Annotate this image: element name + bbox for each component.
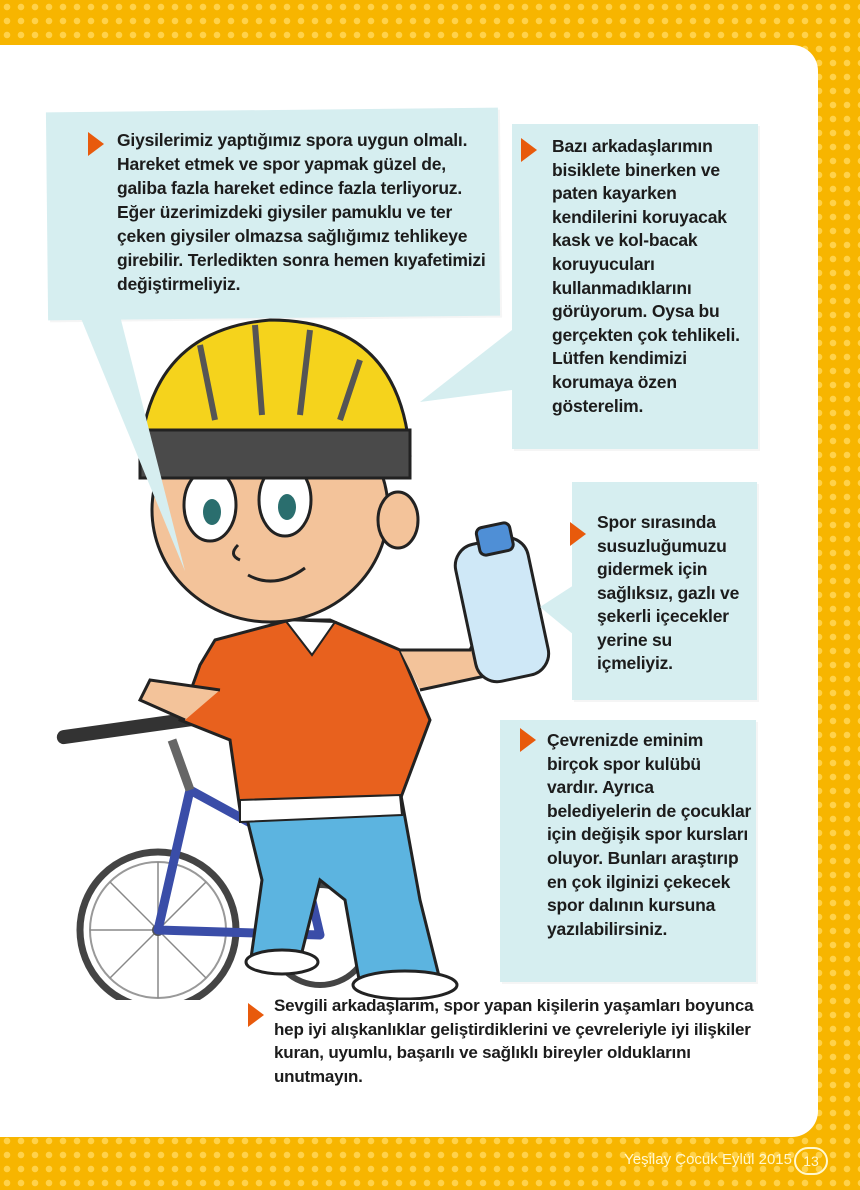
- bullet-triangle-icon: [570, 522, 586, 546]
- bullet-triangle-icon: [520, 728, 536, 752]
- bubble-text-clubs: Çevrenizde eminim birçok spor kulübü vardır. Ayrıca belediyelerin de çocuklar için değişik spor kursları oluyor. Bunları araştırıp en çok ilginizi çekecek spor dalının kursuna yazılabilirsiniz.: [547, 730, 752, 939]
- page-number-badge: 13: [794, 1147, 828, 1175]
- bullet-triangle-icon: [521, 138, 537, 162]
- bubble-text-helmet: Bazı arkadaşlarımın bisiklete binerken ve paten kayarken kendilerini koruyacak kask ve kol-bacak koruyucuları kullanmadıklarını görüyorum. Oysa bu gerçekten çok tehlikeli. Lütfen kendimizi korumaya özen gösterelim.: [552, 136, 740, 416]
- bullet-triangle-icon: [88, 132, 104, 156]
- bubble-text-water: Spor sırasında susuzluğumuzu gidermek için sağlıksız, gazlı ve şekerli içecekler yerine su içmeliyiz.: [597, 512, 740, 673]
- bubble-tail-helmet: [420, 330, 530, 410]
- bubble-tail-clothing: [80, 316, 200, 576]
- closing-text: Sevgili arkadaşlarım, spor yapan kişilerin yaşamları boyunca hep iyi alışkanlıklar geliştirdiklerini ve çevreleriyle iyi ilişkiler kuran, uyumlu, başarılı ve sağlıklı bireyler olduklarını unutmayın.: [274, 996, 754, 1086]
- bullet-triangle-icon: [248, 1003, 264, 1027]
- bubble-tail-water: [540, 585, 580, 645]
- magazine-footer: Yeşilay Çocuk Eylül 2015: [624, 1151, 792, 1168]
- bubble-text-clothing: Giysilerimiz yaptığımız spora uygun olmalı. Hareket etmek ve spor yapmak güzel de, galiba fazla hareket edince fazla terliyoruz. Eğer üzerimizdeki giysiler pamuklu ve ter çeken giysiler olmazsa sağlığımız tehlikeye girebilir. Terledikten sonra hemen kıyafetimizi değiştirmeliyiz.: [117, 130, 486, 294]
